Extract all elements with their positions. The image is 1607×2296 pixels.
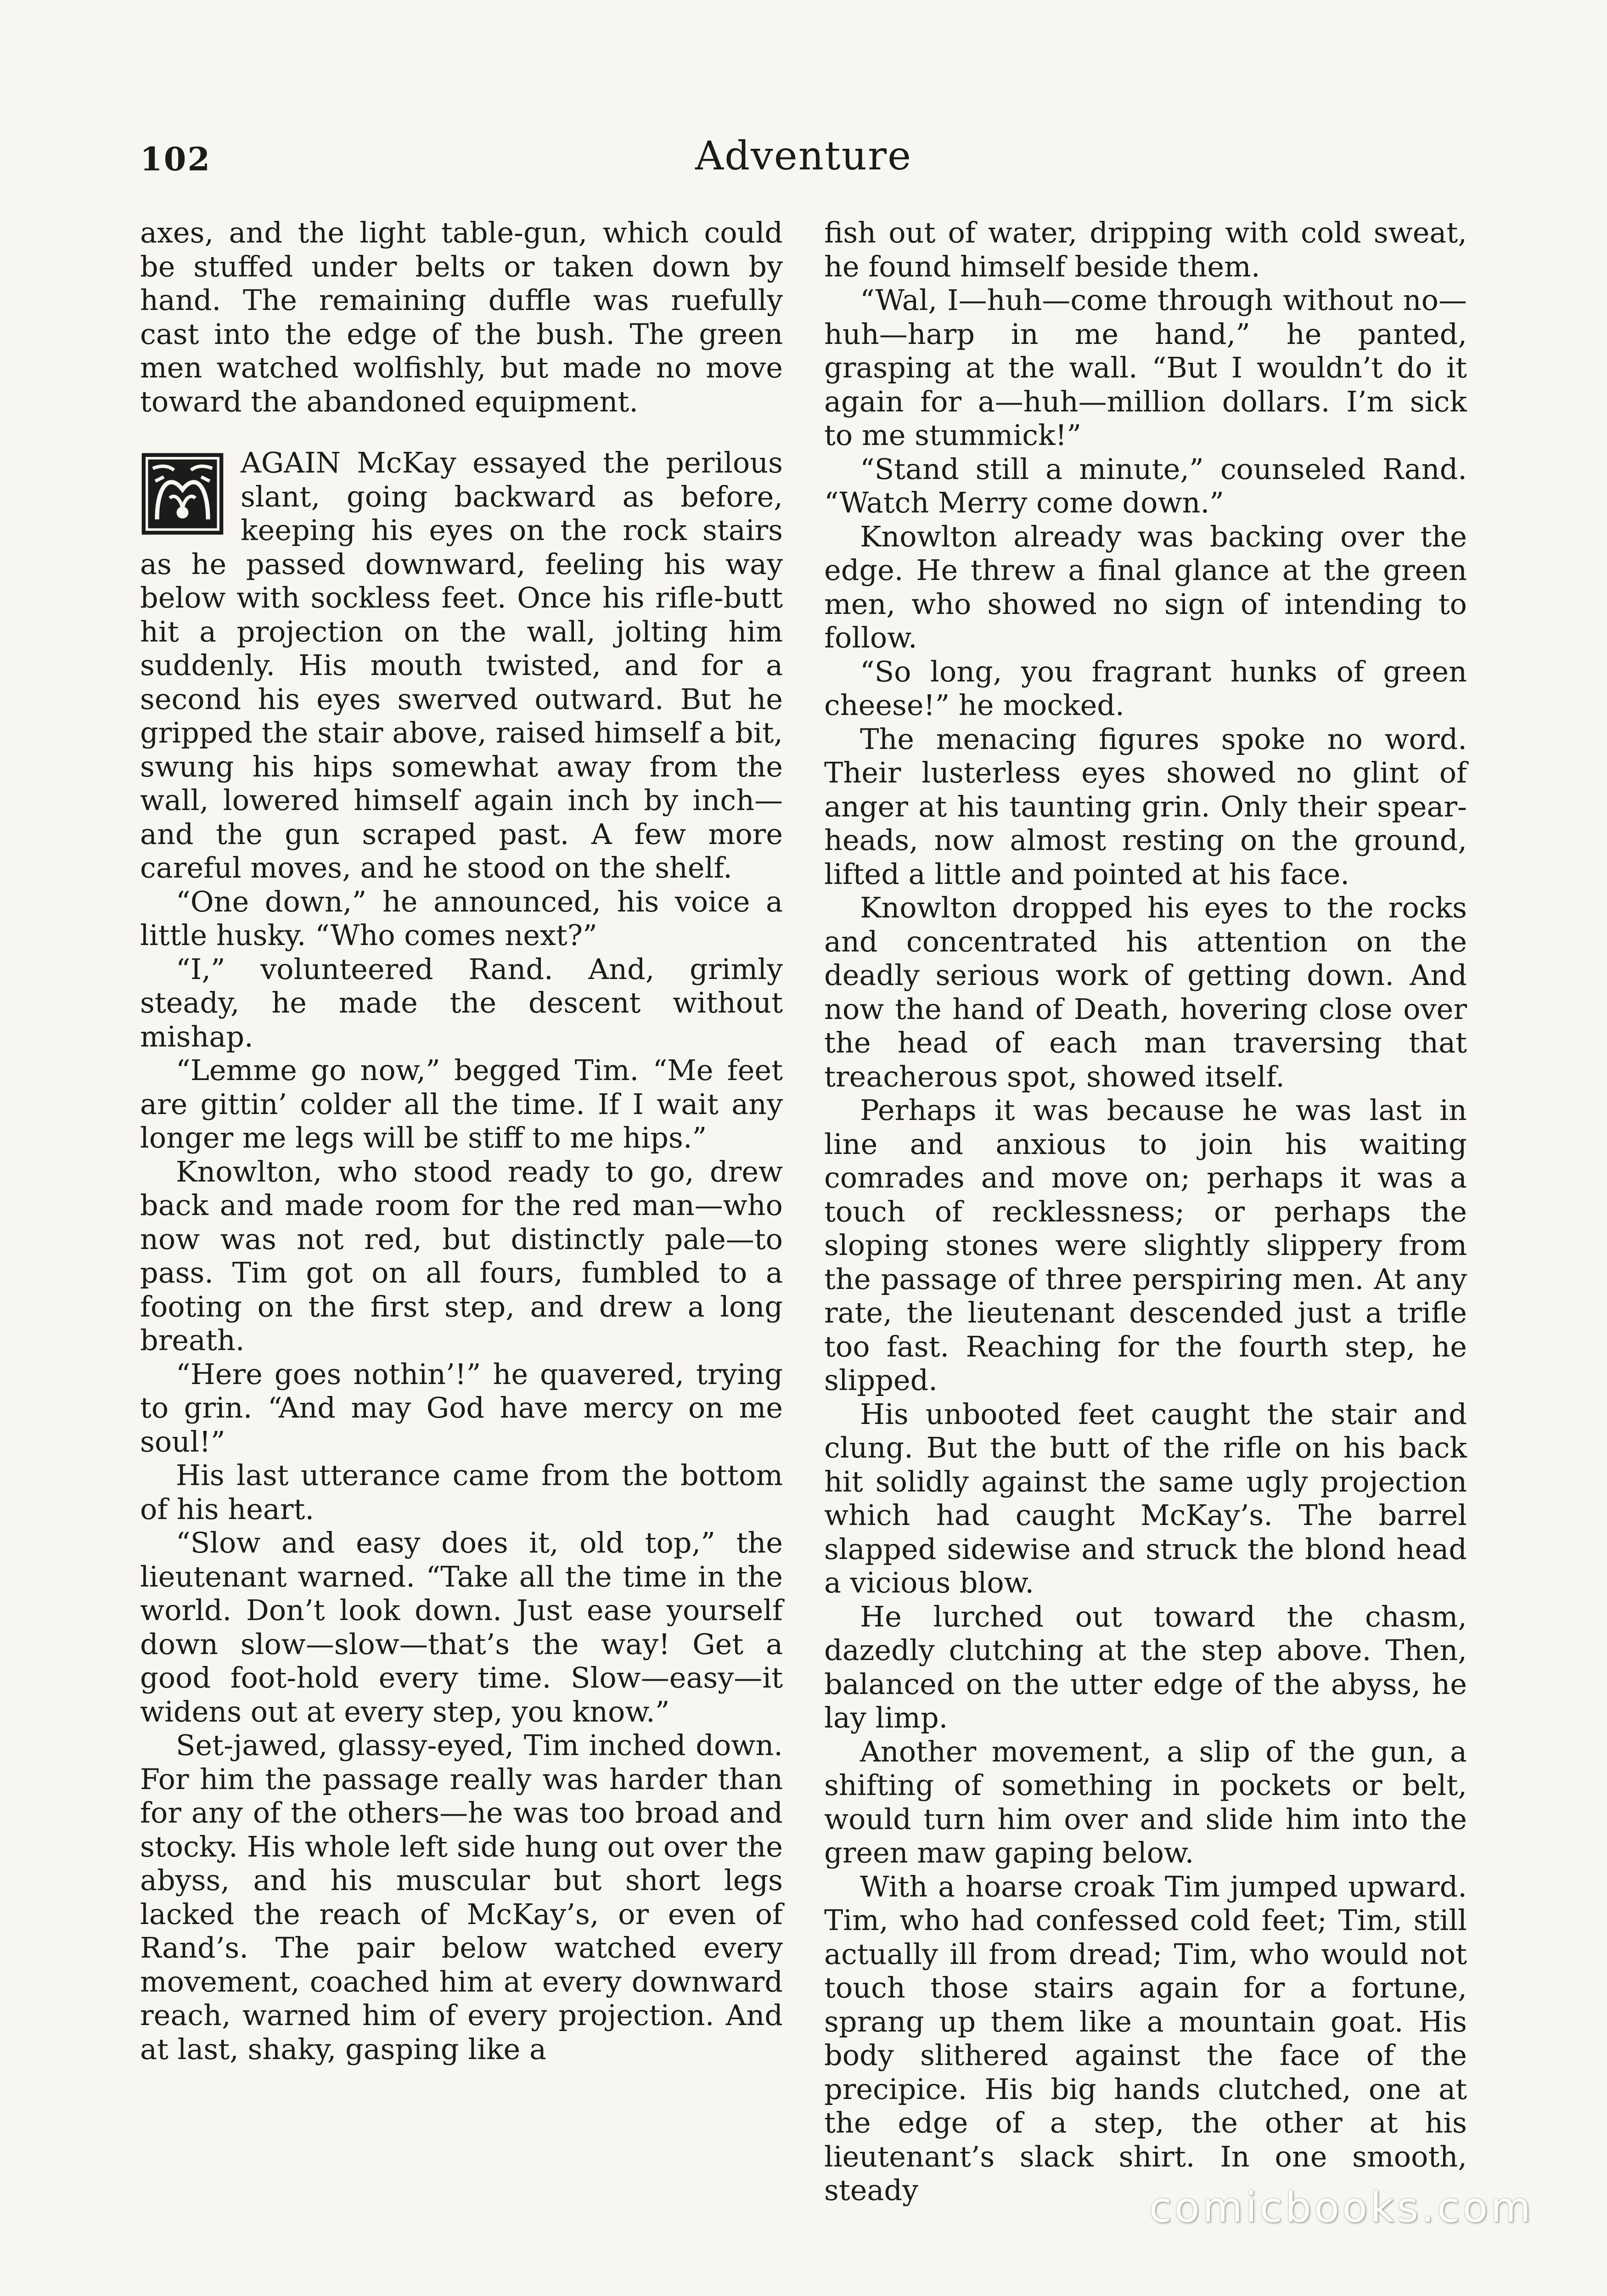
paragraph-text: AGAIN McKay essayed the perilous slant, going backward as before, keeping his eyes on the rock stairs as he passed downward, feeling his way below with sockless feet. Once his rifle-butt hit a projection on the wall, jolting him suddenly. His mouth twisted, and for a second his eyes swerved outward. But he gripped the stair above, raised himself a bit, swung his hips somewhat away from the wall, lowered himself again inch by inch—and the gun scraped past. A few more careful moves, and he stood on the shelf. xyxy=(140,446,783,884)
paragraph: “Wal, I—huh—come through without no—huh—harp in me hand,” he panted, grasping at the wall. “But I wouldn’t do it again for a—huh—million dollars. I’m sick to me stummick!” xyxy=(824,283,1467,452)
running-title: Adventure xyxy=(695,133,912,179)
paragraph: His unbooted feet caught the stair and clung. But the butt of the rifle on his back hit solidly against the same ugly projection which had caught McKay’s. The barrel slapped sidewise and struck the blond head a vicious blow. xyxy=(824,1397,1467,1599)
paragraph: fish out of water, dripping with cold sweat, he found himself beside them. xyxy=(824,216,1467,283)
paragraph: With a hoarse croak Tim jumped upward. Tim, who had confessed cold feet; Tim, still actually ill from dread; Tim, who would not touch those stairs again for a fortune, sprang up them like a mountain goat. His body slithered against the face of the precipice. His big hands clutched, one at the edge of a step, the other at his lieutenant’s slack shirt. In one smooth, steady xyxy=(824,1869,1467,2207)
paragraph: “Slow and easy does it, old top,” the lieutenant warned. “Take all the time in the world. Don’t look down. Just ease yourself down slow—slow—that’s the way! Get a good foot-hold every time. Slow—easy—it widens out at every step, you know.” xyxy=(140,1526,783,1728)
paragraph-dropcap xyxy=(140,446,783,885)
paragraph: axes, and the light table-gun, which could be stuffed under belts or taken down by hand. The remaining duffle was ruefully cast into the edge of the bush. The green men watched wolfishly, but made no move toward the abandoned equipment. xyxy=(140,216,783,418)
paragraph: He lurched out toward the chasm, dazedly clutching at the step above. Then, balanced on the utter edge of the abyss, he lay limp. xyxy=(824,1599,1467,1734)
paragraph: “One down,” he announced, his voice a little husky. “Who comes next?” xyxy=(140,884,783,952)
page-number: 102 xyxy=(140,140,212,178)
paragraph: Knowlton, who stood ready to go, drew back and made room for the red man—who now was not red, but distinctly pale—to pass. Tim got on all fours, fumbled to a footing on the first step, and drew a long breath. xyxy=(140,1154,783,1357)
ornamental-initial-icon xyxy=(140,451,225,536)
paragraph: Knowlton already was backing over the edge. He threw a final glance at the green men, who showed no sign of intending to follow. xyxy=(824,519,1467,654)
right-column xyxy=(824,216,1467,2207)
paragraph: “So long, you fragrant hunks of green cheese!” he mocked. xyxy=(824,654,1467,722)
paragraph: “I,” volunteered Rand. And, grimly steady, he made the descent without mishap. xyxy=(140,952,783,1053)
left-column xyxy=(140,216,783,2066)
paragraph: “Here goes nothin’!” he quavered, trying to grin. “And may God have mercy on me soul!” xyxy=(140,1357,783,1458)
paragraph: The menacing figures spoke no word. Their lusterless eyes showed no glint of anger at his taunting grin. Only their spear-heads, now almost resting on the ground, lifted a little and pointed at his face. xyxy=(824,722,1467,891)
paragraph: Set-jawed, glassy-eyed, Tim inched down. For him the passage really was harder than for any of the others—he was too broad and stocky. His whole left side hung out over the abyss, and his muscular but short legs lacked the reach of McKay’s, or even of Rand’s. The pair below watched every movement, coached him at every downward reach, warned him of every projection. And at last, shaky, gasping like a xyxy=(140,1728,783,2066)
paragraph: His last utterance came from the bottom of his heart. xyxy=(140,1458,783,1526)
paragraph: “Stand still a minute,” counseled Rand. “Watch Merry come down.” xyxy=(824,452,1467,519)
paragraph: Knowlton dropped his eyes to the rocks and concentrated his attention on the deadly serious work of getting down. And now the hand of Death, hovering close over the head of each man traversing that treacherous spot, showed itself. xyxy=(824,891,1467,1093)
paragraph: “Lemme go now,” begged Tim. “Me feet are gittin’ colder all the time. If I wait any longer me legs will be stiff to me hips.” xyxy=(140,1053,783,1154)
paragraph: Perhaps it was because he was last in line and anxious to join his waiting comrades and move on; perhaps it was a touch of recklessness; or perhaps the sloping stones were slightly slippery from the passage of three perspiring men. At any rate, the lieutenant descended just a trifle too fast. Reaching for the fourth step, he slipped. xyxy=(824,1093,1467,1397)
paragraph: Another movement, a slip of the gun, a shifting of something in pockets or belt, would turn him over and slide him into the green maw gaping below. xyxy=(824,1734,1467,1869)
watermark: comicbooks.com xyxy=(1149,2183,1534,2232)
